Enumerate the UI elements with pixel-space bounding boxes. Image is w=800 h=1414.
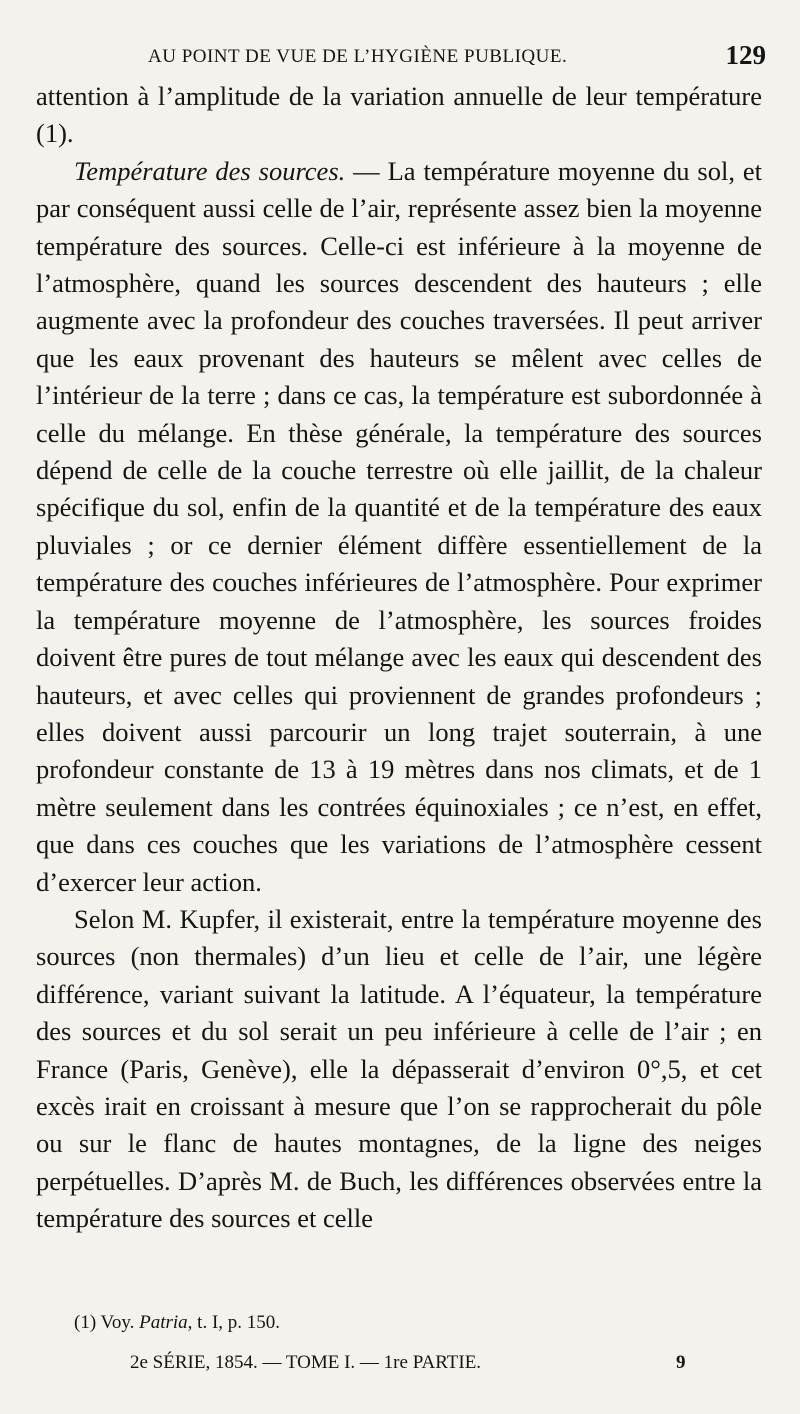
section-heading: Température des sources. <box>74 155 346 186</box>
paragraph-source-temperature <box>36 153 762 901</box>
paragraph-continuation: attention à l’amplitude de la variation annuelle de leur température (1). <box>36 81 762 149</box>
signature-number: 9 <box>676 1352 686 1373</box>
running-head <box>0 40 800 80</box>
running-head-title: AU POINT DE VUE DE L’HYGIÈNE PUBLIQUE. <box>148 46 568 67</box>
paragraph-text: — La température moyenne du sol, et par conséquent aussi celle de l’air, représente assez bien la moyenne température des sources. Celle-ci est inférieure à la moyenne de l’atmosphère, quand les sources descendent des hauteurs ; elle augmente avec la profondeur des couches traversées. Il peut arriver que les eaux provenant des hauteurs se mêlent avec celles de l’intérieur de la terre ; dans ce cas, la température est subordonnée à celle du mélange. En thèse générale, la température des sources dépend de celle de la couche terrestre où elle jaillit, de la chaleur spécifique du sol, enfin de la quantité et de la température des eaux pluviales ; or ce dernier élément diffère essentiellement de la température des couches inférieures de l’atmosphère. Pour exprimer la température moyenne de l’atmosphère, les sources froides doivent être pures de tout mélange avec les eaux qui descendent des hauteurs, et avec celles qui proviennent de grandes profondeurs ; elles doivent aussi parcourir un long trajet souterrain, à une profondeur constante de 13 à 19 mètres dans nos climats, et de 1 mètre seulement dans les contrées équinoxiales ; ce n’est, en effet, que dans ces couches que les variations de l’atmosphère cessent d’exercer leur action. <box>36 155 763 897</box>
footnote-source: Patria <box>139 1312 188 1333</box>
footnote-marker: (1) Voy. <box>74 1312 140 1333</box>
signature-mark: 2e SÉRIE, 1854. — TOME I. — 1re PARTIE. <box>130 1352 482 1373</box>
paragraph-kupfer: Selon M. Kupfer, il existerait, entre la température moyenne des sources (non thermales) d’un lieu et celle de l’air, une légère différence, variant suivant la latitude. A l’équateur, la température des sources et du sol serait un peu inférieure à celle de l’air ; en France (Paris, Genève), elle la dépasserait d’environ 0°,5, et cet excès irait en croissant à mesure que l’on se rapprocherait du pôle ou sur le flanc de hautes montagnes, de la ligne des neiges perpétuelles. D’après M. de Buch, les différences observées entre la température des sources et celle <box>36 903 762 1234</box>
footnote <box>74 1312 280 1334</box>
footnote-rest: , t. I, p. 150. <box>187 1312 281 1333</box>
page-number: 129 <box>725 40 766 70</box>
signature-line <box>0 1352 800 1382</box>
body-text <box>36 78 762 1238</box>
